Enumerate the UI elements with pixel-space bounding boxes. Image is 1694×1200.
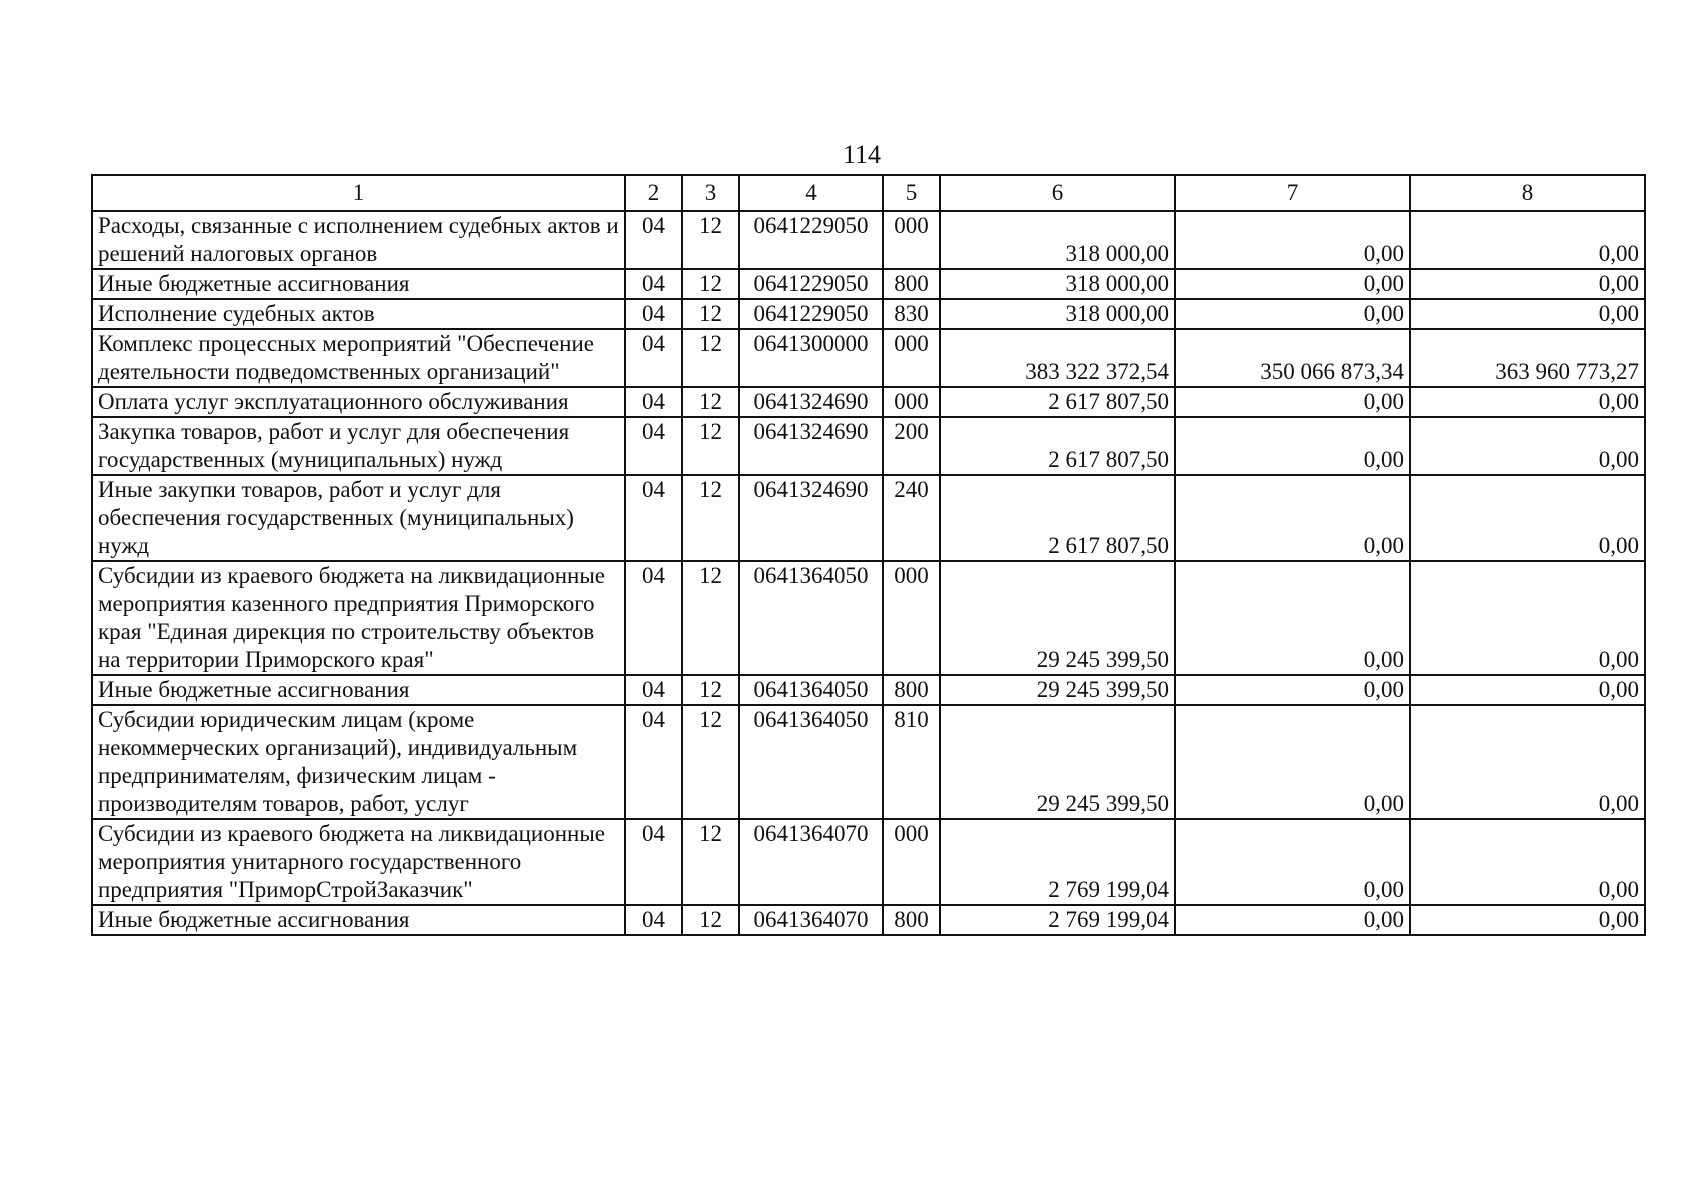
- amount-cell-6: 2 769 199,04: [940, 905, 1175, 935]
- amount-cell-8: 0,00: [1410, 819, 1645, 905]
- subsection-code-cell: 12: [682, 329, 739, 387]
- amount-cell-6: 2 617 807,50: [940, 475, 1175, 561]
- target-article-cell: 0641229050: [739, 299, 883, 329]
- amount-cell-8: 0,00: [1410, 299, 1645, 329]
- section-code-cell: 04: [625, 561, 682, 675]
- amount-cell-7: 0,00: [1175, 269, 1410, 299]
- amount-cell-7: 0,00: [1175, 299, 1410, 329]
- subsection-code-cell: 12: [682, 819, 739, 905]
- section-code-cell: 04: [625, 819, 682, 905]
- subsection-code-cell: 12: [682, 211, 739, 269]
- column-header: 1: [92, 175, 625, 211]
- expense-name-cell: Оплата услуг эксплуатационного обслуживания: [92, 387, 625, 417]
- expense-type-cell: 000: [883, 561, 940, 675]
- expense-type-cell: 830: [883, 299, 940, 329]
- table-row: [92, 819, 1645, 905]
- subsection-code-cell: 12: [682, 561, 739, 675]
- amount-cell-7: 350 066 873,34: [1175, 329, 1410, 387]
- expense-type-cell: 000: [883, 819, 940, 905]
- expense-type-cell: 800: [883, 905, 940, 935]
- table-row: [92, 269, 1645, 299]
- amount-cell-6: 318 000,00: [940, 211, 1175, 269]
- target-article-cell: 0641364050: [739, 561, 883, 675]
- amount-cell-7: 0,00: [1175, 211, 1410, 269]
- section-code-cell: 04: [625, 905, 682, 935]
- target-article-cell: 0641364050: [739, 705, 883, 819]
- table-row: [92, 299, 1645, 329]
- expense-name-cell: Закупка товаров, работ и услуг для обеспечения государственных (муниципальных) нужд: [92, 417, 625, 475]
- table-row: [92, 905, 1645, 935]
- target-article-cell: 0641300000: [739, 329, 883, 387]
- expense-type-cell: 810: [883, 705, 940, 819]
- amount-cell-8: 0,00: [1410, 905, 1645, 935]
- subsection-code-cell: 12: [682, 475, 739, 561]
- amount-cell-7: 0,00: [1175, 561, 1410, 675]
- target-article-cell: 0641324690: [739, 475, 883, 561]
- expense-type-cell: 000: [883, 211, 940, 269]
- column-header: 7: [1175, 175, 1410, 211]
- subsection-code-cell: 12: [682, 905, 739, 935]
- expense-type-cell: 200: [883, 417, 940, 475]
- amount-cell-7: 0,00: [1175, 475, 1410, 561]
- column-header: 6: [940, 175, 1175, 211]
- expense-name-cell: Субсидии из краевого бюджета на ликвидационные мероприятия унитарного государственного предприятия "ПриморСтройЗаказчик": [92, 819, 625, 905]
- amount-cell-8: 0,00: [1410, 561, 1645, 675]
- table-row: [92, 675, 1645, 705]
- target-article-cell: 0641364050: [739, 675, 883, 705]
- expense-type-cell: 000: [883, 329, 940, 387]
- amount-cell-7: 0,00: [1175, 705, 1410, 819]
- amount-cell-6: 318 000,00: [940, 299, 1175, 329]
- amount-cell-8: 0,00: [1410, 705, 1645, 819]
- column-header: 2: [625, 175, 682, 211]
- amount-cell-6: 318 000,00: [940, 269, 1175, 299]
- subsection-code-cell: 12: [682, 705, 739, 819]
- section-code-cell: 04: [625, 269, 682, 299]
- amount-cell-7: 0,00: [1175, 675, 1410, 705]
- amount-cell-8: 0,00: [1410, 417, 1645, 475]
- amount-cell-6: 2 617 807,50: [940, 417, 1175, 475]
- expense-name-cell: Иные бюджетные ассигнования: [92, 905, 625, 935]
- expense-type-cell: 800: [883, 675, 940, 705]
- table-row: [92, 211, 1645, 269]
- target-article-cell: 0641324690: [739, 387, 883, 417]
- section-code-cell: 04: [625, 211, 682, 269]
- expense-name-cell: Исполнение судебных актов: [92, 299, 625, 329]
- amount-cell-8: 0,00: [1410, 211, 1645, 269]
- expense-type-cell: 800: [883, 269, 940, 299]
- column-header: 5: [883, 175, 940, 211]
- page-number: 114: [842, 140, 882, 169]
- expense-name-cell: Субсидии юридическим лицам (кроме некоммерческих организаций), индивидуальным предпринимателям, физическим лицам - производителям товаров, работ, услуг: [92, 705, 625, 819]
- expense-name-cell: Субсидии из краевого бюджета на ликвидационные мероприятия казенного предприятия Приморского края "Единая дирекция по строительству объектов на территории Приморского края": [92, 561, 625, 675]
- expense-type-cell: 000: [883, 387, 940, 417]
- expense-name-cell: Иные закупки товаров, работ и услуг для обеспечения государственных (муниципальных) нужд: [92, 475, 625, 561]
- table-row: [92, 387, 1645, 417]
- subsection-code-cell: 12: [682, 269, 739, 299]
- column-header: 4: [739, 175, 883, 211]
- budget-table: [91, 174, 1646, 936]
- target-article-cell: 0641229050: [739, 269, 883, 299]
- amount-cell-8: 363 960 773,27: [1410, 329, 1645, 387]
- section-code-cell: 04: [625, 387, 682, 417]
- section-code-cell: 04: [625, 417, 682, 475]
- amount-cell-6: 383 322 372,54: [940, 329, 1175, 387]
- section-code-cell: 04: [625, 299, 682, 329]
- column-header: 3: [682, 175, 739, 211]
- table-row: [92, 417, 1645, 475]
- amount-cell-6: 29 245 399,50: [940, 675, 1175, 705]
- section-code-cell: 04: [625, 475, 682, 561]
- subsection-code-cell: 12: [682, 417, 739, 475]
- target-article-cell: 0641324690: [739, 417, 883, 475]
- expense-name-cell: Иные бюджетные ассигнования: [92, 269, 625, 299]
- expense-name-cell: Расходы, связанные с исполнением судебных актов и решений налоговых органов: [92, 211, 625, 269]
- amount-cell-6: 29 245 399,50: [940, 705, 1175, 819]
- expense-name-cell: Иные бюджетные ассигнования: [92, 675, 625, 705]
- amount-cell-7: 0,00: [1175, 819, 1410, 905]
- section-code-cell: 04: [625, 329, 682, 387]
- amount-cell-6: 2 769 199,04: [940, 819, 1175, 905]
- section-code-cell: 04: [625, 675, 682, 705]
- table-row: [92, 475, 1645, 561]
- subsection-code-cell: 12: [682, 387, 739, 417]
- section-code-cell: 04: [625, 705, 682, 819]
- table-row: [92, 329, 1645, 387]
- amount-cell-8: 0,00: [1410, 269, 1645, 299]
- amount-cell-8: 0,00: [1410, 475, 1645, 561]
- amount-cell-7: 0,00: [1175, 905, 1410, 935]
- subsection-code-cell: 12: [682, 675, 739, 705]
- amount-cell-7: 0,00: [1175, 387, 1410, 417]
- subsection-code-cell: 12: [682, 299, 739, 329]
- expense-type-cell: 240: [883, 475, 940, 561]
- header-row: [92, 175, 1645, 211]
- target-article-cell: 0641364070: [739, 819, 883, 905]
- amount-cell-8: 0,00: [1410, 387, 1645, 417]
- amount-cell-8: 0,00: [1410, 675, 1645, 705]
- target-article-cell: 0641364070: [739, 905, 883, 935]
- target-article-cell: 0641229050: [739, 211, 883, 269]
- table-row: [92, 705, 1645, 819]
- expense-name-cell: Комплекс процессных мероприятий "Обеспечение деятельности подведомственных организаций": [92, 329, 625, 387]
- amount-cell-6: 29 245 399,50: [940, 561, 1175, 675]
- table-row: [92, 561, 1645, 675]
- column-header: 8: [1410, 175, 1645, 211]
- amount-cell-7: 0,00: [1175, 417, 1410, 475]
- amount-cell-6: 2 617 807,50: [940, 387, 1175, 417]
